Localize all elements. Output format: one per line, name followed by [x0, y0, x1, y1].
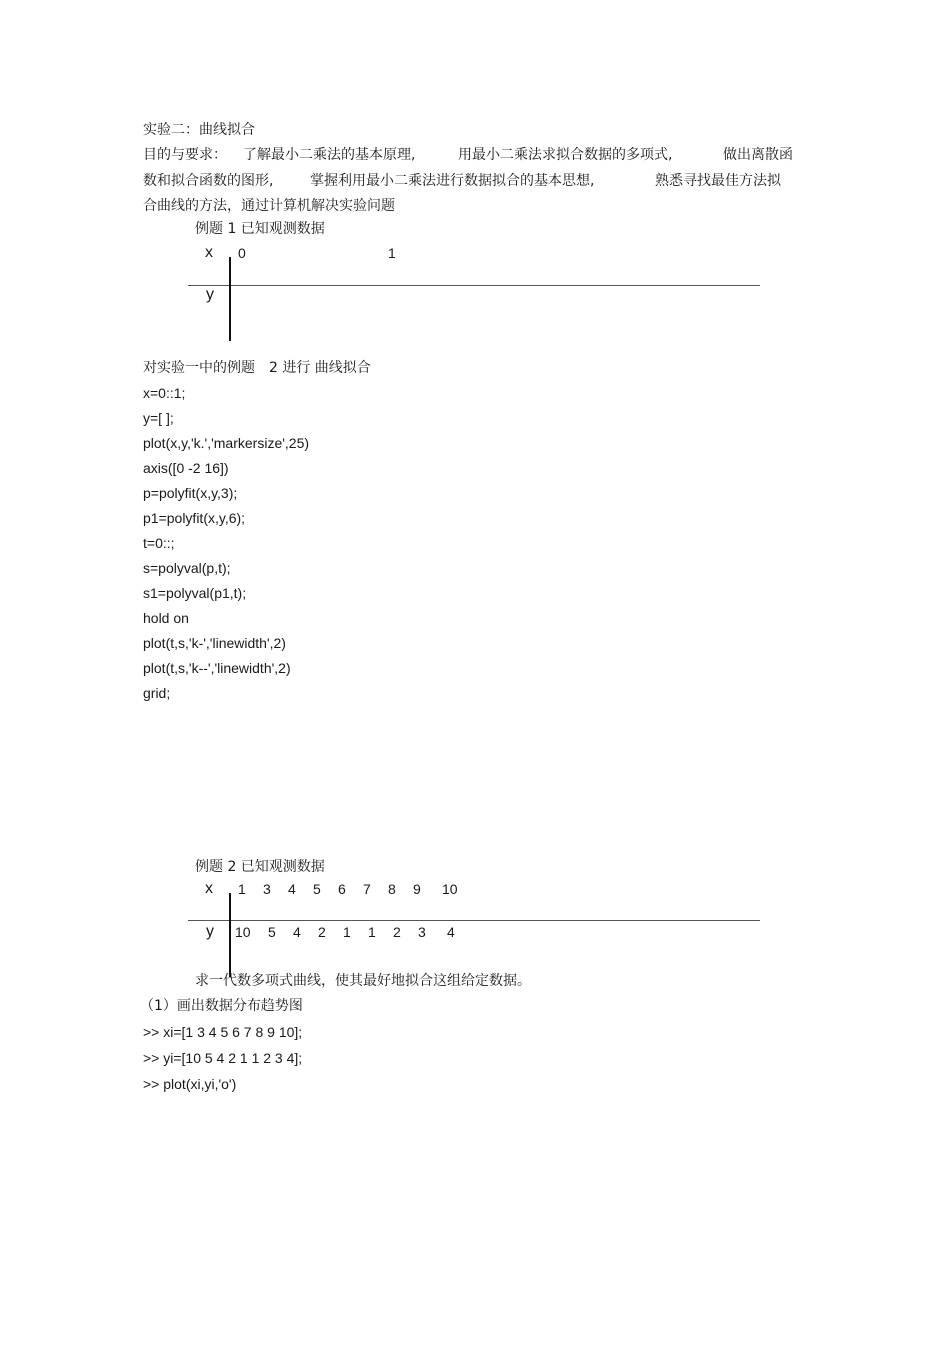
- purpose-label: 目的与要求：: [143, 147, 227, 163]
- example2-x-label: x: [205, 880, 213, 897]
- table-axis-line: [229, 893, 231, 977]
- example2-x-value: 5: [313, 881, 321, 897]
- example1-y-label: y: [206, 286, 214, 303]
- code-line: p=polyfit(x,y,3);: [143, 485, 238, 501]
- code-line: s1=polyval(p1,t);: [143, 585, 247, 601]
- code-line: p1=polyfit(x,y,6);: [143, 510, 246, 526]
- purpose-text: 了解最小二乘法的基本原理,: [243, 147, 416, 163]
- example2-x-value: 6: [338, 881, 346, 897]
- code-line: y=[ ];: [143, 410, 174, 426]
- example2-y-value: 2: [393, 924, 401, 940]
- example2-y-value: 4: [293, 924, 301, 940]
- example2-y-value: 3: [418, 924, 426, 940]
- example1-heading: 例题 1 已知观测数据: [195, 221, 325, 237]
- code-line: plot(t,s,'k--','linewidth',2): [143, 660, 291, 676]
- purpose-text: 掌握利用最小二乘法进行数据拟合的基本思想,: [310, 173, 595, 189]
- example2-x-value: 7: [363, 881, 371, 897]
- example2-y-value: 1: [343, 924, 351, 940]
- code-line: x=0::1;: [143, 385, 186, 401]
- code-line: t=0::;: [143, 535, 175, 551]
- purpose-text: 用最小二乘法求拟合数据的多项式,: [458, 147, 673, 163]
- example2-x-value: 8: [388, 881, 396, 897]
- example1-x-label: x: [205, 244, 213, 261]
- table-divider: [188, 920, 760, 921]
- purpose-text: 合曲线的方法，通过计算机解决实验问题: [143, 198, 395, 214]
- example2-task: 求一代数多项式曲线，使其最好地拟合这组给定数据。: [195, 973, 531, 989]
- example2-heading: 例题 2 已知观测数据: [195, 859, 325, 875]
- code-line: plot(x,y,'k.','markersize',25): [143, 435, 310, 451]
- example2-y-value: 5: [268, 924, 276, 940]
- example2-x-value: 4: [288, 881, 296, 897]
- code-line: plot(t,s,'k-','linewidth',2): [143, 635, 286, 651]
- example2-x-value: 3: [263, 881, 271, 897]
- document-title: 实验二：曲线拟合: [143, 122, 255, 138]
- purpose-text: 数和拟合函数的图形,: [143, 173, 274, 189]
- table-divider: [188, 285, 760, 286]
- table-axis-line: [229, 257, 231, 341]
- code-line: axis([0 -2 16]): [143, 460, 229, 476]
- code-line: >> xi=[1 3 4 5 6 7 8 9 10];: [143, 1024, 303, 1040]
- code-line: >> plot(xi,yi,'o'): [143, 1076, 237, 1092]
- purpose-text: 熟悉寻找最佳方法拟: [655, 173, 781, 189]
- example1-x-value: 0: [238, 245, 246, 261]
- example2-x-value: 9: [413, 881, 421, 897]
- example2-y-value: 4: [447, 924, 455, 940]
- example2-x-value: 1: [238, 881, 246, 897]
- example1-x-value: 1: [388, 245, 396, 261]
- step1-title: （1）画出数据分布趋势图: [140, 998, 303, 1014]
- example2-y-label: y: [206, 923, 214, 940]
- example2-y-value: 2: [318, 924, 326, 940]
- code-line: >> yi=[10 5 4 2 1 1 2 3 4];: [143, 1050, 303, 1066]
- section-intro: 对实验一中的例题 2 进行 曲线拟合: [143, 360, 371, 376]
- example2-x-value: 10: [442, 881, 458, 897]
- example2-y-value: 1: [368, 924, 376, 940]
- code-line: hold on: [143, 610, 189, 626]
- code-line: s=polyval(p,t);: [143, 560, 231, 576]
- example2-y-value: 10: [235, 924, 251, 940]
- code-line: grid;: [143, 685, 171, 701]
- purpose-text: 做出离散函: [723, 147, 793, 163]
